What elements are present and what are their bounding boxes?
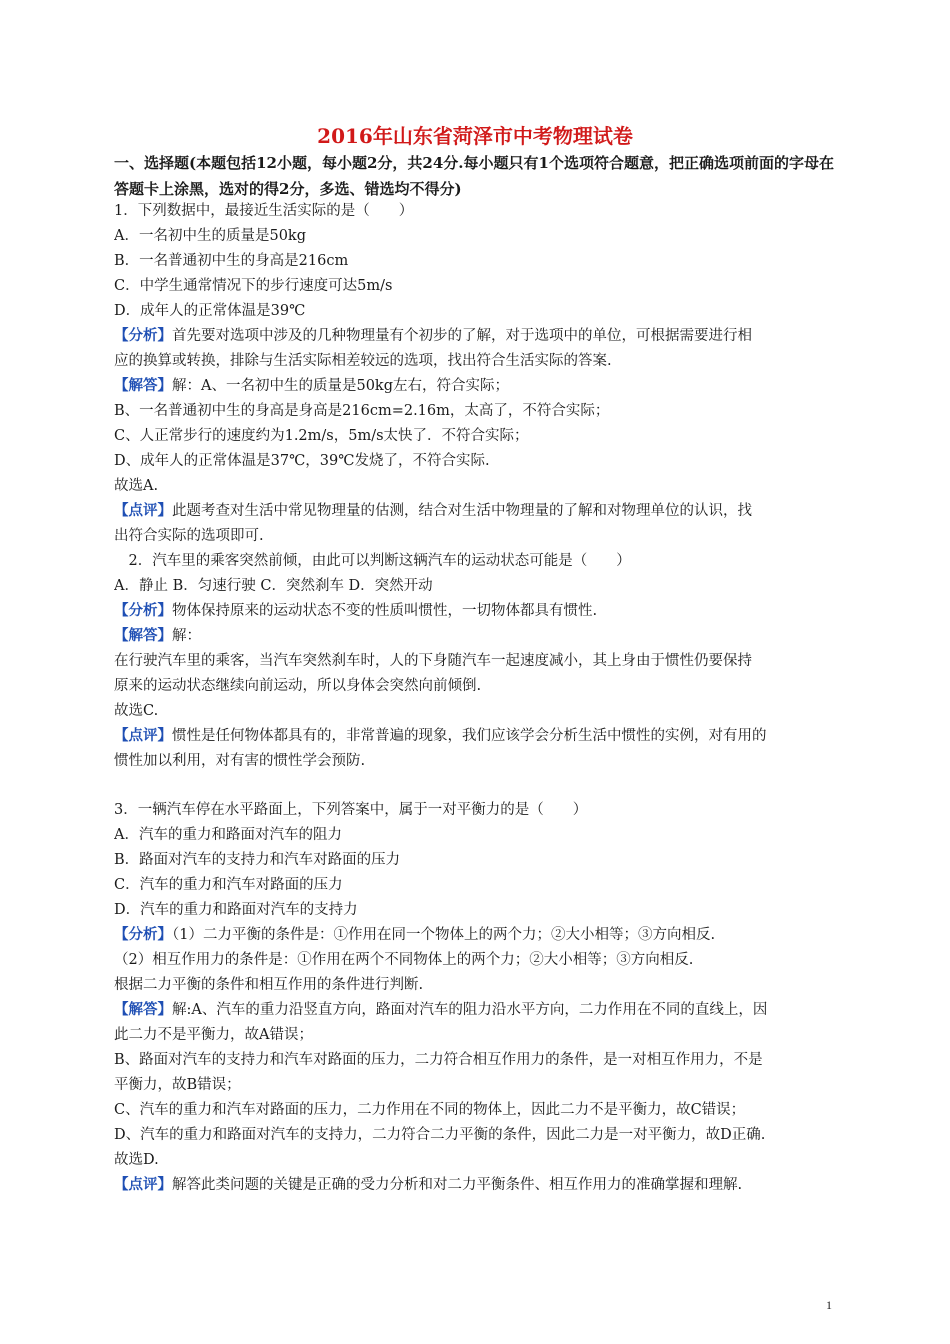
q1-option-b: B．一名普通初中生的身高是216cm (114, 253, 349, 269)
q1-analysis-cont: 应的换算或转换，排除与生活实际相差较远的选项，找出符合生活实际的答案. (114, 353, 612, 369)
q3-comment: 【点评】解答此类问题的关键是正确的受力分析和对二力平衡条件、相互作用力的准确掌握和理解. (114, 1176, 743, 1193)
q3-answer-line: 故选D. (114, 1152, 159, 1168)
analysis-tag: 【分析】 (114, 327, 172, 344)
answer-tag: 【解答】 (114, 627, 172, 644)
comment-tag: 【点评】 (114, 1176, 172, 1193)
q2-question: 2．汽车里的乘客突然前倾，由此可以判断这辆汽车的运动状态可能是（ ） (114, 553, 631, 569)
q3-option-b: B．路面对汽车的支持力和汽车对路面的压力 (114, 852, 401, 868)
q2-comment-cont: 惯性加以利用，对有害的惯性学会预防. (114, 753, 366, 769)
q3-analysis-line: 根据二力平衡的条件和相互作用的条件进行判断. (114, 977, 424, 993)
q1-answer-line: B、一名普通初中生的身高是身高是216cm=2.16m，太高了，不符合实际； (114, 403, 610, 419)
q1-option-c: C．中学生通常情况下的步行速度可达5m/s (114, 278, 393, 294)
q1-analysis: 【分析】首先要对选项中涉及的几种物理量有个初步的了解，对于选项中的单位，可根据需要进行相 (114, 327, 752, 344)
q3-option-d: D．汽车的重力和路面对汽车的支持力 (114, 902, 358, 918)
q3-analysis: 【分析】（1）二力平衡的条件是：①作用在同一个物体上的两个力；②大小相等；③方向相反. (114, 926, 716, 943)
q3-question: 3．一辆汽车停在水平路面上，下列答案中，属于一对平衡力的是（ ） (114, 802, 588, 818)
q1-answer-line: D、成年人的正常体温是37℃，39℃发烧了，不符合实际. (114, 453, 490, 469)
q3-answer-line: D、汽车的重力和路面对汽车的支持力，二力符合二力平衡的条件，因此二力是一对平衡力，故D正确. (114, 1127, 766, 1143)
q2-options: A．静止 B．匀速行驶 C．突然刹车 D．突然开动 (114, 578, 433, 594)
q2-comment: 【点评】惯性是任何物体都具有的，非常普遍的现象，我们应该学会分析生活中惯性的实例，对有用的 (114, 727, 767, 744)
q2-analysis: 【分析】物体保持原来的运动状态不变的性质叫惯性，一切物体都具有惯性. (114, 602, 598, 619)
page-title: 2016年山东省菏泽市中考物理试卷 (317, 124, 633, 148)
q1-answer-line: C、人正常步行的速度约为1.2m/s，5m/s太快了．不符合实际； (114, 428, 529, 444)
q1-answer: 【解答】解：A、一名初中生的质量是50kg左右，符合实际； (114, 377, 509, 394)
q1-question: 1．下列数据中，最接近生活实际的是（ ） (114, 203, 414, 219)
q2-answer: 【解答】解： (114, 627, 201, 644)
q3-answer-line: C、汽车的重力和汽车对路面的压力，二力作用在不同的物体上，因此二力不是平衡力，故C错误； (114, 1102, 746, 1118)
q3-option-a: A．汽车的重力和路面对汽车的阻力 (114, 827, 342, 843)
answer-tag: 【解答】 (114, 1001, 172, 1018)
analysis-tag: 【分析】 (114, 926, 172, 943)
q2-answer-line: 在行驶汽车里的乘客，当汽车突然刹车时，人的下身随汽车一起速度减小，其上身由于惯性仍要保持 (114, 653, 752, 669)
analysis-tag: 【分析】 (114, 602, 172, 619)
q3-answer-line: B、路面对汽车的支持力和汽车对路面的压力，二力符合相互作用力的条件，是一对相互作用力，不是 (114, 1052, 763, 1068)
q1-comment: 【点评】此题考查对生活中常见物理量的估测，结合对生活中物理量的了解和对物理单位的认识，找 (114, 502, 752, 519)
q1-answer-line: 故选A. (114, 478, 159, 494)
comment-tag: 【点评】 (114, 727, 172, 744)
q2-answer-line: 原来的运动状态继续向前运动，所以身体会突然向前倾倒. (114, 678, 482, 694)
q3-option-c: C．汽车的重力和汽车对路面的压力 (114, 877, 343, 893)
q3-answer: 【解答】解:A、汽车的重力沿竖直方向，路面对汽车的阻力沿水平方向，二力作用在不同的直线上，因 (114, 1001, 768, 1018)
q2-answer-line: 故选C. (114, 703, 159, 719)
answer-tag: 【解答】 (114, 377, 172, 394)
q3-answer-line: 此二力不是平衡力，故A错误； (114, 1027, 313, 1043)
q3-answer-line: 平衡力，故B错误； (114, 1077, 241, 1093)
page-number: 1 (826, 1298, 832, 1312)
q1-comment-cont: 出符合实际的选项即可. (114, 528, 264, 544)
comment-tag: 【点评】 (114, 502, 172, 519)
q1-option-d: D．成年人的正常体温是39℃ (114, 303, 306, 319)
section-heading: 一、选择题(本题包括12小题，每小题2分，共24分.每小题只有1个选项符合题意，把正确选项前面的字母在答题卡上涂黑，选对的得2分，多选、错选均不得分) (114, 154, 834, 198)
q3-analysis-line: （2）相互作用力的条件是：①作用在两个不同物体上的两个力；②大小相等；③方向相反. (114, 952, 694, 968)
q1-option-a: A．一名初中生的质量是50kg (114, 228, 306, 244)
